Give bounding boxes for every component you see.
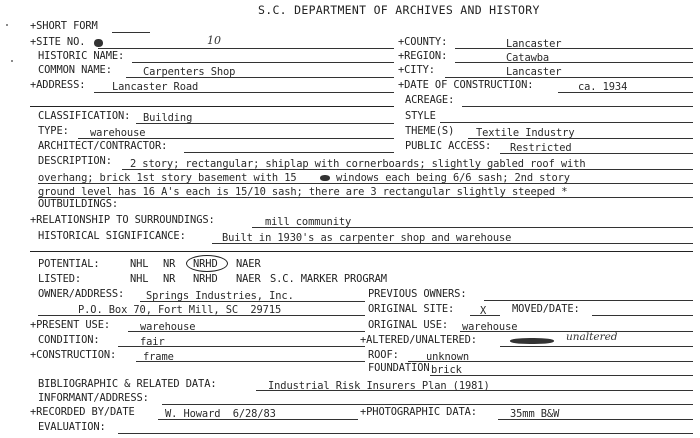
- classification-label: CLASSIFICATION:: [38, 110, 131, 122]
- historic-name-underline: [132, 62, 394, 63]
- public-access-label: PUBLIC ACCESS:: [405, 140, 492, 152]
- roof-label: ROOF:: [368, 349, 399, 361]
- public-access-value: Restricted: [510, 142, 572, 154]
- potential-nr: NR: [163, 258, 176, 270]
- city-value: Lancaster: [506, 66, 562, 78]
- common-name-underline: [126, 77, 394, 78]
- theme-value: Textile Industry: [476, 127, 575, 139]
- type-label: TYPE:: [38, 125, 69, 137]
- informant-label: INFORMANT/ADDRESS:: [38, 392, 149, 404]
- theme-label: THEME(S): [405, 125, 455, 137]
- bibliographic-underline: [256, 390, 693, 391]
- condition-label: CONDITION:: [38, 334, 100, 346]
- listed-nhl: NHL: [130, 273, 149, 285]
- county-underline: [455, 48, 693, 49]
- present-use-value: warehouse: [140, 321, 196, 333]
- region-value: Catawba: [506, 52, 550, 64]
- listed-nr: NR: [163, 273, 176, 285]
- listed-naer: NAER: [236, 273, 261, 285]
- potential-nhl: NHL: [130, 258, 149, 270]
- region-label: +REGION:: [398, 50, 448, 62]
- bibliographic-label: BIBLIOGRAPHIC & RELATED DATA:: [38, 378, 217, 390]
- classification-value: Building: [143, 112, 193, 124]
- description-line-3: ground level has 16 A's each is 15/10 sash; there are 3 rectangular slightly steeped *: [38, 186, 568, 198]
- roof-value: unknown: [426, 351, 470, 363]
- historic-name-label: HISTORIC NAME:: [38, 50, 125, 62]
- moved-date-label: MOVED/DATE:: [512, 303, 580, 315]
- potential-nrhd-circle: [186, 255, 228, 272]
- altered-label: +ALTERED/UNALTERED:: [360, 334, 477, 346]
- common-name-label: COMMON NAME:: [38, 64, 112, 76]
- ink-blot: [510, 338, 554, 344]
- photographic-data-label: +PHOTOGRAPHIC DATA:: [360, 406, 477, 418]
- acreage-label: ACREAGE:: [405, 94, 455, 106]
- architect-underline: [184, 152, 394, 153]
- previous-owners-label: PREVIOUS OWNERS:: [368, 288, 467, 300]
- present-use-label: +PRESENT USE:: [30, 319, 111, 331]
- recorded-by-value: W. Howard 6/28/83: [165, 408, 276, 420]
- condition-value: fair: [140, 336, 165, 348]
- city-underline: [445, 77, 693, 78]
- margin-mark: [6, 24, 8, 26]
- description-label: DESCRIPTION:: [38, 155, 112, 167]
- city-label: +CITY:: [398, 64, 435, 76]
- foundation-label: FOUNDATION: [368, 362, 430, 374]
- description-line-2b: windows each being 6/6 sash; 2nd story: [336, 172, 570, 184]
- original-site-label: ORIGINAL SITE:: [368, 303, 455, 315]
- type-underline: [78, 138, 394, 139]
- historical-significance-value: Built in 1930's as carpenter shop and warehouse: [222, 232, 512, 244]
- style-underline: [440, 122, 693, 123]
- address-value: Lancaster Road: [112, 81, 199, 93]
- style-label: STYLE: [405, 110, 436, 122]
- evaluation-label: EVALUATION:: [38, 421, 106, 433]
- original-use-label: ORIGINAL USE:: [368, 319, 449, 331]
- original-site-value: X: [480, 305, 487, 317]
- potential-label: POTENTIAL:: [38, 258, 100, 270]
- owner-line-1: Springs Industries, Inc.: [146, 290, 294, 302]
- relationship-value: mill community: [265, 216, 352, 228]
- classification-underline: [136, 123, 394, 124]
- type-value: warehouse: [90, 127, 146, 139]
- address-underline: [94, 92, 394, 93]
- previous-owners-underline: [484, 300, 693, 301]
- historical-significance-label: HISTORICAL SIGNIFICANCE:: [38, 230, 186, 242]
- relationship-label: +RELATIONSHIP TO SURROUNDINGS:: [30, 214, 215, 226]
- condition-underline: [118, 346, 365, 347]
- site-no-underline: [98, 48, 394, 49]
- date-of-construction-underline: [558, 92, 693, 93]
- roof-underline: [408, 361, 693, 362]
- original-site-underline: [470, 315, 500, 316]
- description-line-2: overhang; brick 1st story basement with 15: [38, 172, 297, 184]
- site-no-label: +SITE NO.: [30, 36, 86, 48]
- altered-handwritten-value: unaltered: [566, 331, 618, 343]
- region-underline: [455, 62, 693, 63]
- listed-nrhd: NRHD: [193, 273, 218, 285]
- historical-significance-underline: [212, 243, 693, 244]
- evaluation-underline: [118, 433, 693, 434]
- foundation-value: brick: [431, 364, 462, 376]
- construction-underline: [136, 361, 365, 362]
- potential-nrhd: NRHD: [193, 258, 218, 270]
- margin-mark: [11, 60, 13, 62]
- short-form-label: +SHORT FORM: [30, 20, 98, 32]
- acreage-underline: [462, 106, 693, 107]
- description-line-1: 2 story; rectangular; shiplap with cornerboards; slightly gabled roof with: [130, 158, 586, 170]
- foundation-underline: [430, 375, 693, 376]
- form-header: S.C. DEPARTMENT OF ARCHIVES AND HISTORY: [258, 3, 540, 17]
- ink-blot: [320, 175, 330, 181]
- moved-date-underline: [592, 315, 693, 316]
- owner-underline-2: [38, 315, 365, 316]
- county-value: Lancaster: [506, 38, 562, 50]
- listed-label: LISTED:: [38, 273, 82, 285]
- original-use-value: warehouse: [462, 321, 518, 333]
- description-underline-1: [122, 169, 693, 170]
- recorded-by-underline: [158, 419, 358, 420]
- section-divider: [30, 106, 394, 107]
- owner-line-2: P.O. Box 70, Fort Mill, SC 29715: [78, 304, 282, 316]
- construction-label: +CONSTRUCTION:: [30, 349, 117, 361]
- present-use-underline: [128, 331, 365, 332]
- construction-value: frame: [143, 351, 174, 363]
- description-underline-2: [38, 183, 693, 184]
- public-access-underline: [500, 153, 693, 154]
- common-name-value: Carpenters Shop: [143, 66, 236, 78]
- owner-label: OWNER/ADDRESS:: [38, 288, 125, 300]
- potential-naer: NAER: [236, 258, 261, 270]
- relationship-underline: [252, 227, 693, 228]
- outbuildings-underline: [38, 197, 693, 198]
- short-form-underline: [112, 32, 150, 33]
- theme-underline: [468, 138, 693, 139]
- address-label: +ADDRESS:: [30, 79, 86, 91]
- date-of-construction-value: ca. 1934: [578, 81, 628, 93]
- recorded-by-label: +RECORDED BY/DATE: [30, 406, 135, 418]
- photographic-data-value: 35mm B&W: [510, 408, 560, 420]
- date-of-construction-label: +DATE OF CONSTRUCTION:: [398, 79, 534, 91]
- site-no-value: 10: [207, 34, 221, 47]
- altered-underline: [500, 346, 693, 347]
- ink-blot: [94, 39, 103, 47]
- outbuildings-label: OUTBUILDINGS:: [38, 198, 119, 210]
- county-label: +COUNTY:: [398, 36, 448, 48]
- section-divider: [30, 251, 693, 252]
- listed-sc-marker: S.C. MARKER PROGRAM: [270, 273, 387, 285]
- photographic-data-underline: [498, 419, 693, 420]
- architect-label: ARCHITECT/CONTRACTOR:: [38, 140, 168, 152]
- informant-underline: [162, 404, 693, 405]
- bibliographic-value: Industrial Risk Insurers Plan (1981): [268, 380, 490, 392]
- owner-underline-1: [140, 301, 365, 302]
